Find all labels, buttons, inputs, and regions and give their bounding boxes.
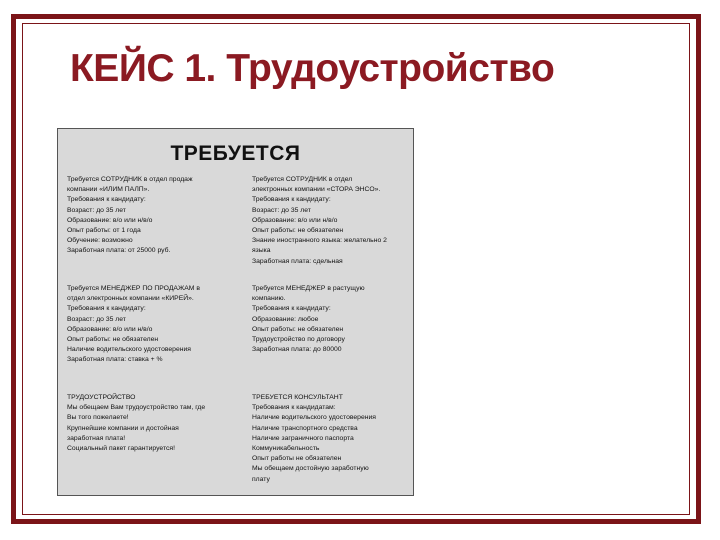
ad-line: Мы обещаем достойную заработную xyxy=(252,465,369,473)
ad-line: Заработная плата: сдельная xyxy=(252,257,343,265)
ad-line: Знание иностранного языка: желательно 2 xyxy=(252,237,387,245)
ad-line: Наличие водительского удостоверения xyxy=(252,414,376,422)
ad-line: Возраст: до 35 лет xyxy=(67,315,126,323)
ad-line: Заработная плата: до 80000 xyxy=(252,346,342,354)
ad-line: компанию. xyxy=(252,295,286,303)
board-heading: ТРЕБУЕТСЯ xyxy=(170,142,301,165)
job-ad-employment-agency xyxy=(67,393,205,454)
job-ads-board xyxy=(57,128,414,496)
ad-line: Образование: в/о или н/в/о xyxy=(252,216,338,224)
ad-line: Требуется МЕНЕДЖЕР ПО ПРОДАЖАМ в xyxy=(67,285,200,292)
slide-title: КЕЙС 1. Трудоустройство xyxy=(70,47,555,90)
ad-line: Заработная плата: от 25000 руб. xyxy=(67,247,171,255)
ad-line: Вы того пожелаете! xyxy=(67,414,129,422)
ad-line: отдел электронных компании «КИРЕЙ». xyxy=(67,295,194,303)
ad-line: плату xyxy=(252,475,270,483)
ad-line: Требования к кандидатам: xyxy=(252,404,336,412)
ad-line: Требования к кандидату: xyxy=(67,305,146,313)
ad-line: Заработная плата: ставка + % xyxy=(67,356,163,364)
job-ad-electronics-employee xyxy=(252,175,387,267)
ad-line: Образование: в/о или н/в/о xyxy=(67,325,153,333)
ad-line: заработная плата! xyxy=(67,434,126,442)
ad-line: языка xyxy=(252,247,271,255)
ad-line: Коммуникабельность xyxy=(252,444,320,452)
ad-line: Опыт работы: от 1 года xyxy=(67,226,141,234)
job-ad-manager xyxy=(252,284,365,355)
ad-line: Требуется МЕНЕДЖЕР в растущую xyxy=(252,285,365,292)
ad-line: Наличие заграничного паспорта xyxy=(252,434,354,442)
job-ad-sales-employee xyxy=(67,175,193,257)
ad-line: Мы обещаем Вам трудоустройство там, где xyxy=(67,404,206,412)
job-ad-sales-manager xyxy=(67,284,200,366)
ad-line: Образование: любое xyxy=(252,315,319,323)
ad-line: ТРУДОУСТРОЙСТВО xyxy=(67,394,136,401)
ad-line: Опыт работы не обязателен xyxy=(252,455,342,463)
ad-line: компании «ИЛИМ ПАЛП». xyxy=(67,186,150,194)
ad-line: Требования к кандидату: xyxy=(67,196,146,204)
ad-line: Крупнейшие компании и достойная xyxy=(67,424,179,432)
ad-line: Социальный пакет гарантируется! xyxy=(67,444,175,452)
ad-line: электронных компании «СТОРА ЭНСО». xyxy=(252,186,381,194)
ad-line: Требования к кандидату: xyxy=(252,196,331,204)
ad-line: Требования к кандидату: xyxy=(252,305,331,313)
ad-line: Трудоустройство по договору xyxy=(252,335,345,343)
ad-line: Требуется СОТРУДНИК в отдел продаж xyxy=(67,176,193,183)
ad-line: Опыт работы: не обязателен xyxy=(67,335,159,343)
ad-line: Наличие транспортного средства xyxy=(252,424,358,432)
ad-line: ТРЕБУЕТСЯ КОНСУЛЬТАНТ xyxy=(252,394,343,401)
job-ad-consultant xyxy=(252,393,376,485)
ad-line: Требуется СОТРУДНИК в отдел xyxy=(252,176,353,183)
ad-line: Возраст: до 35 лет xyxy=(252,206,311,214)
ad-line: Наличие водительского удостоверения xyxy=(67,346,191,354)
ad-line: Опыт работы: не обязателен xyxy=(252,325,344,333)
ad-line: Обучение: возможно xyxy=(67,237,133,245)
ad-line: Образование: в/о или н/в/о xyxy=(67,216,153,224)
ad-line: Опыт работы: не обязателен xyxy=(252,226,344,234)
ad-line: Возраст: до 35 лет xyxy=(67,206,126,214)
